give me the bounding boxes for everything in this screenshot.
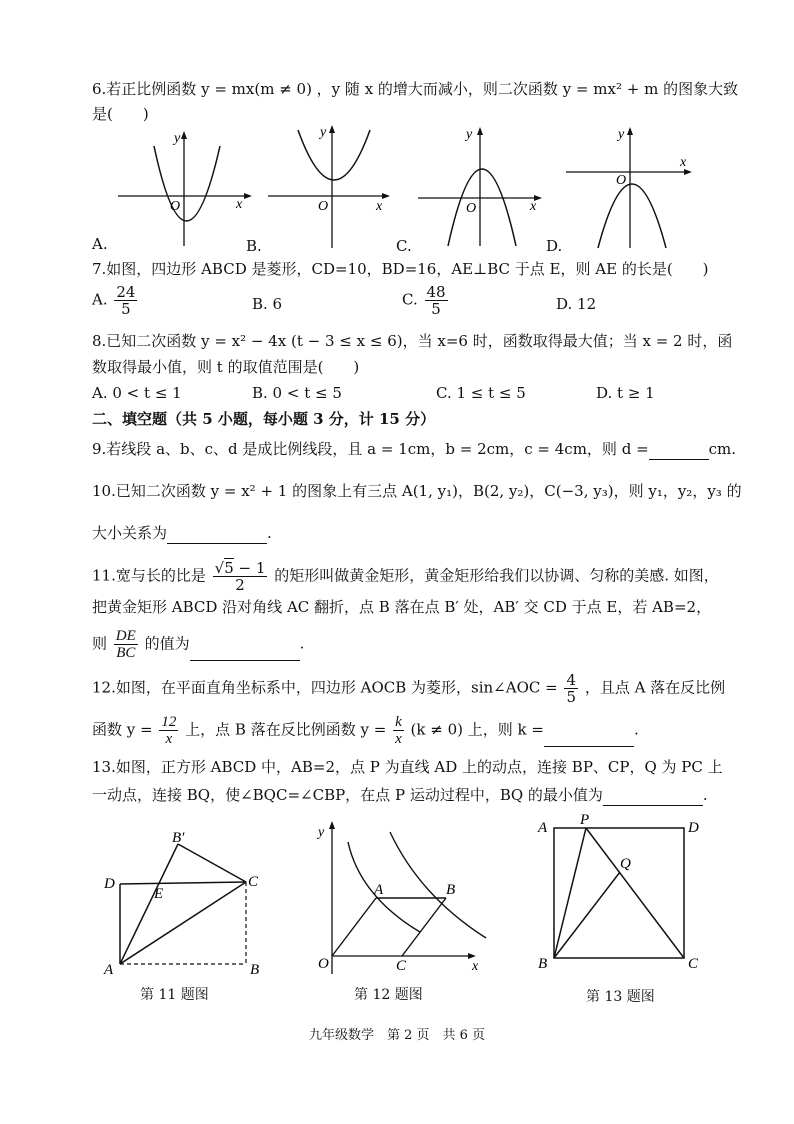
q8-option-c: C. 1 ≤ t ≤ 5 [436, 384, 526, 402]
svg-text:D: D [104, 876, 115, 892]
svg-text:A: A [104, 962, 114, 978]
q9-text: 9.若线段 a、b、c、d 是成比例线段，且 a = 1cm，b = 2cm，c = 4cm，则 d = cm. [92, 440, 737, 458]
q12-answer-blank[interactable] [544, 730, 634, 747]
q12-line2: 函数 y = $\frac{12}{x}$ 上，点 B 落在反比例函数 y = $\frac{k}{x}$ (k ≠ 0) 上，则 k = . [92, 714, 639, 747]
svg-text:B: B [446, 882, 456, 898]
svg-text:A: A [538, 820, 548, 836]
svg-text:O: O [616, 173, 627, 188]
q8-option-b: B. 0 < t ≤ 5 [252, 384, 342, 402]
svg-text:O: O [318, 199, 329, 214]
svg-text:O: O [318, 956, 329, 972]
q11-line2: 把黄金矩形 ABCD 沿对角线 AC 翻折，点 B 落在点 B′ 处，AB′ 交 CD 于点 E，若 AB=2， [92, 598, 712, 616]
svg-text:O: O [466, 201, 477, 216]
svg-text:x: x [376, 199, 383, 214]
svg-text:x: x [680, 155, 687, 170]
q13-line1: 13.如图，正方形 ABCD 中，AB=2，点 P 为直线 AD 上的动点，连接 BP、CP，Q 为 PC 上 [92, 758, 723, 776]
q6-option-b: B. [246, 237, 262, 255]
q9-answer-blank[interactable] [649, 443, 709, 460]
q6-option-a: A. [92, 235, 108, 253]
figure-11 [96, 822, 266, 982]
svg-text:y: y [320, 125, 327, 140]
section-fill-in-title: 二、填空题（共 5 小题，每小题 3 分，计 15 分） [92, 410, 436, 428]
svg-text:B: B [250, 962, 260, 978]
q6-option-c: C. [396, 237, 412, 255]
svg-text:C: C [248, 874, 259, 890]
svg-text:D: D [688, 820, 699, 836]
q7-option-a: A. $\frac{24}{5}$ [92, 283, 136, 318]
q7-option-d: D. 12 [556, 295, 597, 313]
q12-line1: 12.如图，在平面直角坐标系中，四边形 AOCB 为菱形，sin∠AOC = $\frac{4}{5}$ ，且点 A 落在反比例 [92, 671, 726, 706]
q10-answer-blank[interactable] [167, 527, 267, 544]
svg-text:y: y [466, 127, 473, 142]
figure-12-caption: 第 12 题图 [354, 987, 423, 1003]
q11-line1: 11.宽与长的比是 $\frac{√5 - 1}{2}$ 的矩形叫做黄金矩形，黄金矩形给我们以协调、匀称的美感. 如图， [92, 559, 719, 594]
q8-option-a: A. 0 < t ≤ 1 [92, 384, 182, 402]
q6-graph-c [418, 122, 553, 248]
q6-line2: 是( ) [92, 105, 149, 123]
q10-line1: 10.已知二次函数 y = x² + 1 的图象上有三点 A(1, y₁)，B(2, y₂)，C(−3, y₃)，则 y₁，y₂，y₃ 的 [92, 482, 742, 500]
q13-answer-blank[interactable] [603, 789, 703, 806]
svg-text:y: y [318, 825, 325, 840]
q11-line3: 则 $\frac{DE}{BC}$ 的值为 . [92, 628, 305, 661]
svg-text:E: E [154, 886, 164, 902]
svg-text:A: A [374, 882, 384, 898]
svg-text:y: y [174, 131, 181, 146]
q7-option-c: C. $\frac{48}{5}$ [402, 283, 446, 318]
q6-line1: 6.若正比例函数 y = mx(m ≠ 0) ，y 随 x 的增大而减小，则二次函数 y = mx² + m 的图象大致 [92, 80, 739, 98]
q6-option-d: D. [546, 237, 563, 255]
figure-13 [536, 812, 712, 982]
q6-graph-d [566, 122, 706, 250]
svg-text:y: y [618, 127, 625, 142]
svg-text:x: x [530, 199, 537, 214]
q8-line1: 8.已知二次函数 y = x² − 4x (t − 3 ≤ x ≤ 6)，当 x=6 时，函数取得最大值；当 x = 2 时，函 [92, 332, 733, 350]
svg-text:B′: B′ [172, 830, 185, 846]
svg-text:x: x [472, 959, 479, 974]
page-footer: 九年级数学 第 2 页 共 6 页 [308, 1028, 486, 1043]
figure-13-caption: 第 13 题图 [586, 989, 655, 1005]
q7-text: 7.如图，四边形 ABCD 是菱形，CD=10，BD=16，AE⊥BC 于点 E，则 AE 的长是( ) [92, 260, 709, 278]
q6-graph-b [268, 120, 398, 250]
svg-text:B: B [538, 956, 548, 972]
svg-text:x: x [236, 197, 243, 212]
q11-answer-blank[interactable] [190, 644, 300, 661]
svg-text:O: O [170, 199, 181, 214]
q8-option-d: D. t ≥ 1 [596, 384, 655, 402]
q13-line2: 一动点，连接 BQ，使∠BQC=∠CBP，在点 P 运动过程中，BQ 的最小值为 . [92, 786, 708, 804]
svg-text:C: C [396, 958, 407, 974]
svg-text:P: P [580, 812, 590, 828]
q7-option-b: B. 6 [252, 295, 283, 313]
q6-graph-a [118, 128, 258, 248]
figure-12 [310, 816, 490, 976]
svg-text:C: C [688, 956, 699, 972]
figure-11-caption: 第 11 题图 [140, 987, 209, 1003]
q8-line2: 数取得最小值，则 t 的取值范围是( ) [92, 358, 360, 376]
q10-line2: 大小关系为 . [92, 524, 272, 542]
svg-text:Q: Q [620, 856, 631, 872]
